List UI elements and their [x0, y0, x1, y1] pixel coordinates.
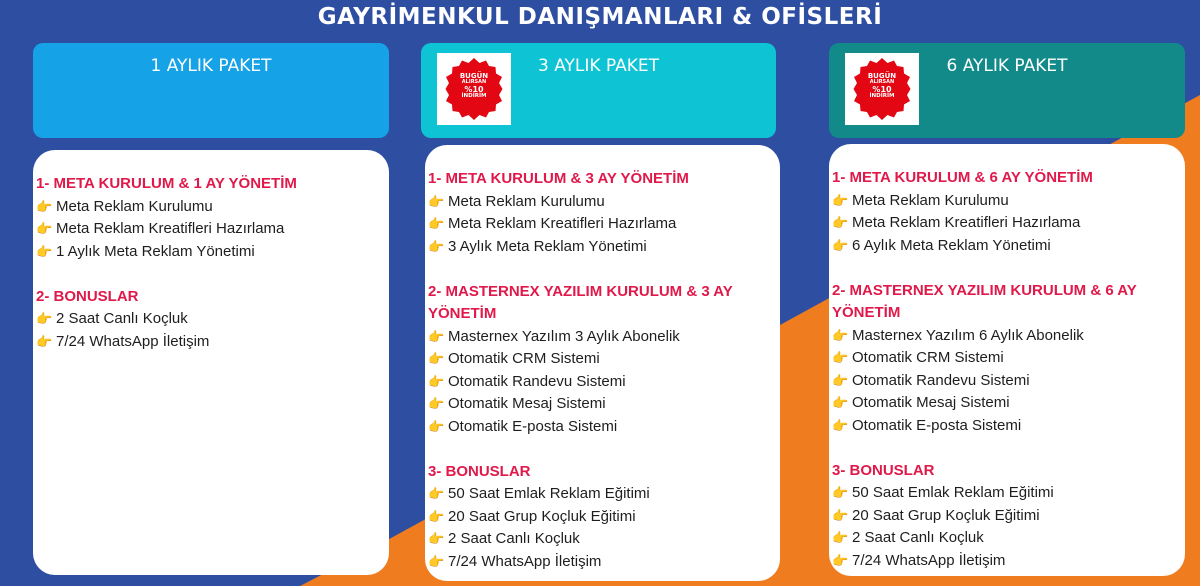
list-item: 👉 Masternex Yazılım 3 Aylık Abonelik [428, 326, 780, 349]
pointing-hand-icon: 👉 [832, 507, 849, 523]
list-item: 👉 Otomatik Randevu Sistemi [428, 371, 780, 394]
package-header-3 [421, 43, 776, 138]
list-item: 👉 Otomatik Randevu Sistemi [832, 370, 1185, 393]
badge-line: %10 [464, 84, 484, 94]
pointing-hand-icon: 👉 [832, 395, 849, 410]
list-item: 👉 50 Saat Emlak Reklam Eğitimi [832, 482, 1185, 505]
pointing-hand-icon: 👉 [832, 215, 849, 230]
package-name: 3 AYLIK PAKET [537, 56, 660, 76]
list-item: 👉 2 Saat Canlı Koçluk [36, 308, 389, 331]
section-title: 2- MASTERNEX YAZILIM KURULUM & 6 AY YÖNETİM [832, 281, 1137, 321]
pointing-hand-icon: 👉 [832, 237, 849, 253]
pointing-hand-icon: 👉 [36, 243, 53, 259]
list-item: 👉 6 Aylık Meta Reklam Yönetimi [832, 235, 1185, 258]
list-item: 👉 20 Saat Grup Koçluk Eğitimi [428, 506, 780, 529]
list-item: 👉 Otomatik E-posta Sistemi [428, 416, 780, 439]
list-item: 👉 Masternex Yazılım 6 Aylık Abonelik [832, 325, 1185, 348]
list-item: 👉 2 Saat Canlı Koçluk [428, 528, 780, 551]
pointing-hand-icon: 👉 [36, 221, 53, 236]
section-title: 3- BONUSLAR [428, 462, 531, 480]
package-name: 1 AYLIK PAKET [150, 56, 272, 76]
list-item: 👉 50 Saat Emlak Reklam Eğitimi [428, 483, 780, 506]
badge-line: İNDİRİM [461, 92, 487, 99]
list-item: 👉 20 Saat Grup Koçluk Eğitimi [832, 505, 1185, 528]
pointing-hand-icon: 👉 [428, 553, 445, 569]
badge-line: ALIRSAN [869, 79, 895, 86]
list-item: 👉 Meta Reklam Kurulumu [36, 196, 389, 219]
package-card-3 [425, 145, 780, 581]
pointing-hand-icon: 👉 [36, 333, 53, 349]
package-header-6 [829, 43, 1185, 138]
package-name: 6 AYLIK PAKET [946, 56, 1068, 76]
pointing-hand-icon: 👉 [428, 193, 445, 209]
pointing-hand-icon: 👉 [832, 192, 849, 208]
badge-line: BUGÜN [867, 72, 897, 80]
pointing-hand-icon: 👉 [832, 530, 849, 545]
section-title: 1- META KURULUM & 1 AY YÖNETİM [36, 175, 297, 192]
pointing-hand-icon: 👉 [832, 327, 849, 343]
pointing-hand-icon: 👉 [428, 486, 445, 501]
list-item: 👉 7/24 WhatsApp İletişim [36, 331, 389, 354]
pointing-hand-icon: 👉 [428, 328, 445, 344]
badge-line: %10 [872, 84, 892, 94]
pointing-hand-icon: 👉 [428, 373, 445, 389]
list-item: 👉 Otomatik E-posta Sistemi [832, 415, 1185, 438]
list-item: 👉 Meta Reklam Kreatifleri Hazırlama [36, 218, 389, 241]
badge-line: BUGÜN [459, 72, 489, 80]
pointing-hand-icon: 👉 [428, 418, 445, 434]
list-item: 👉 Otomatik CRM Sistemi [832, 347, 1185, 370]
list-item: 👉 Meta Reklam Kreatifleri Hazırlama [428, 213, 780, 236]
package-card-6 [829, 144, 1185, 576]
package-header-1 [33, 43, 389, 138]
list-item: 👉 Meta Reklam Kurulumu [832, 190, 1185, 213]
pointing-hand-icon: 👉 [428, 508, 445, 524]
section-title: 3- BONUSLAR [832, 461, 935, 479]
section-title: 2- MASTERNEX YAZILIM KURULUM & 3 AY YÖNETİM [428, 282, 733, 322]
pointing-hand-icon: 👉 [36, 311, 53, 326]
list-item: 👉 Otomatik Mesaj Sistemi [832, 392, 1185, 415]
pointing-hand-icon: 👉 [428, 531, 445, 546]
pointing-hand-icon: 👉 [832, 350, 849, 365]
pointing-hand-icon: 👉 [832, 552, 849, 568]
list-item: 👉 7/24 WhatsApp İletişim [832, 550, 1185, 573]
section-title: 1- META KURULUM & 6 AY YÖNETİM [832, 169, 1093, 186]
package-card-1 [33, 150, 389, 575]
pointing-hand-icon: 👉 [832, 372, 849, 388]
pointing-hand-icon: 👉 [428, 351, 445, 366]
badge-line: ALIRSAN [461, 79, 487, 86]
pointing-hand-icon: 👉 [36, 198, 53, 214]
badge-line: İNDİRİM [869, 92, 895, 99]
pointing-hand-icon: 👉 [832, 485, 849, 500]
section-title: 1- META KURULUM & 3 AY YÖNETİM [428, 170, 689, 187]
pointing-hand-icon: 👉 [428, 238, 445, 254]
pointing-hand-icon: 👉 [428, 396, 445, 411]
list-item: 👉 Otomatik Mesaj Sistemi [428, 393, 780, 416]
list-item: 👉 3 Aylık Meta Reklam Yönetimi [428, 236, 780, 259]
pointing-hand-icon: 👉 [832, 417, 849, 433]
list-item: 👉 1 Aylık Meta Reklam Yönetimi [36, 241, 389, 264]
list-item: 👉 Otomatik CRM Sistemi [428, 348, 780, 371]
pointing-hand-icon: 👉 [428, 216, 445, 231]
list-item: 👉 Meta Reklam Kurulumu [428, 191, 780, 214]
section-title: 2- BONUSLAR [36, 287, 139, 305]
list-item: 👉 Meta Reklam Kreatifleri Hazırlama [832, 212, 1185, 235]
page-title: GAYRİMENKUL DANIŞMANLARI & OFİSLERİ [317, 4, 883, 30]
list-item: 👉 7/24 WhatsApp İletişim [428, 551, 780, 574]
list-item: 👉 2 Saat Canlı Koçluk [832, 527, 1185, 550]
